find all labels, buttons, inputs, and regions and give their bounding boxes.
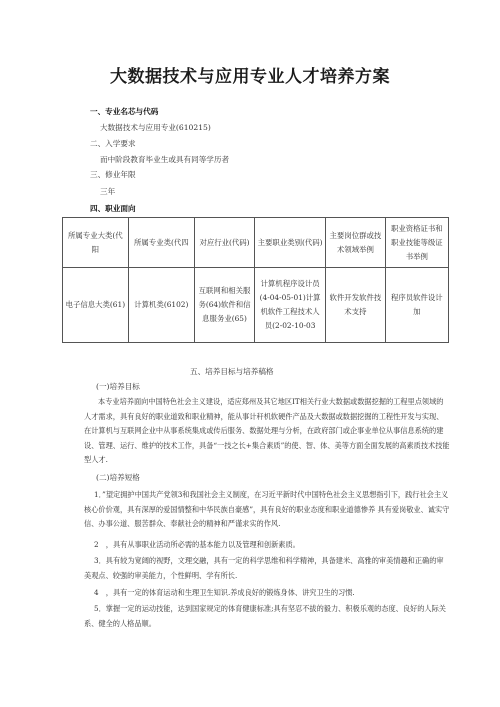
spec-item-5: 5．掌握一定的运动技能，达到国家规定的体育健康标准;具有坚忍不拔的毅力、积极乐观的态度、良好的人际关系、健全的人格品顺。 — [84, 604, 446, 628]
table-cell: 互联网和相关服务(64)软件和信息服务业(65) — [194, 268, 254, 343]
table-header-cell: 职业资格证书和职业技能等级证书举例 — [385, 218, 448, 268]
table-header-cell: 所属专业大类(代阳 — [63, 218, 129, 268]
table-header-cell: 所属专业类(代四 — [128, 218, 194, 268]
goal-heading: (一)培养目标 — [96, 382, 140, 391]
table-cell: 程序员软件设计加 — [385, 268, 448, 343]
section-2-text: 而中阶段教育毕业生或具有同等学历者 — [100, 155, 230, 164]
table-header-cell: 对应行业(代码) — [194, 218, 254, 268]
table-header-cell: 主要岗位群或技术领域举例 — [326, 218, 386, 268]
table-header-cell: 主要职业类别(代码) — [255, 218, 326, 268]
table-cell: 计算机程序设计员(4-04-05-01)计算机软件工程技术人员(2-02-10-03 — [255, 268, 326, 343]
section-1-heading: 一、专业名芯与代码 — [90, 107, 159, 116]
section-2-heading: 二、入学要求 — [90, 139, 136, 148]
section-3-heading: 三、修业年限 — [90, 170, 136, 179]
section-5-heading: 五、培养目标与培养稿格 — [190, 367, 274, 376]
document-title: 大数据技术与应用专业人才培养方案 — [110, 67, 390, 87]
spec-item-1: 1．”望定拥护中国共产党领3和我国社会主义制度，在习近平新时代中国特色社会主义思想指引下，践行社会主义核心价价观，具有深厚的爱国情整和中华民族自豪感”，具有良好的职业态度和职业道德惨养 具有爱岗敬业、诚实守信、办事公道、服苦群众、奉献社会的精神和严谨求实的作风. — [84, 490, 450, 529]
goal-paragraph — [84, 395, 450, 468]
table-cell: 软件开发软件技术支持 — [326, 268, 386, 343]
table-row — [63, 268, 449, 343]
section-3-text: 三年 — [100, 187, 116, 196]
spec-list — [84, 488, 450, 631]
spec-item-2: 2 ，具有从事职业活动所必需的基本能力以及管理和创新素质。 — [94, 539, 300, 549]
table-header-row — [63, 218, 449, 268]
goal-text: 本专业培养面向中国特色社会主义建设，适应郑州及其它地区IT相关行业大数据或数据挖掘的工程里点领域的人才需求，具有良好的职业道致和职业精神，能从事计秆机软硬件产品及大数据或数据挖掘的工程性开发与实现、在计算机与互联网企业中从事系统集成或传后服务、数据处理与分析，在政府部门或企事业单位从事信息系统的建设、管理、运行、维护的技术工作，具备“一技之长+集合素质”的使、智、体、美等方面全面发展的高素质技术技能型人才. — [84, 397, 450, 465]
career-table — [62, 217, 449, 343]
spec-item-4: 4 ，具有一定的体育运动和生理卫生知识.养成良好的锻炼身体、讲究卫生的习惯. — [94, 587, 355, 597]
spec-item-3: 3．具有较为宽阔的视野，文理交融，具有一定的科学思维和科学精神，具备建米、高雅的审美情趣和正确的审美观点、较强的审美能力，个性鲜明、学有所长. — [84, 556, 444, 580]
table-cell: 电子信息大类(61) — [63, 268, 129, 343]
section-1-text: 大数据技术与应用专业(610215) — [100, 123, 211, 132]
table-cell: 计算机类(6102) — [128, 268, 194, 343]
spec-heading: (二)培养短格 — [96, 473, 140, 482]
section-4-heading: 四、职业面向 — [90, 204, 136, 213]
